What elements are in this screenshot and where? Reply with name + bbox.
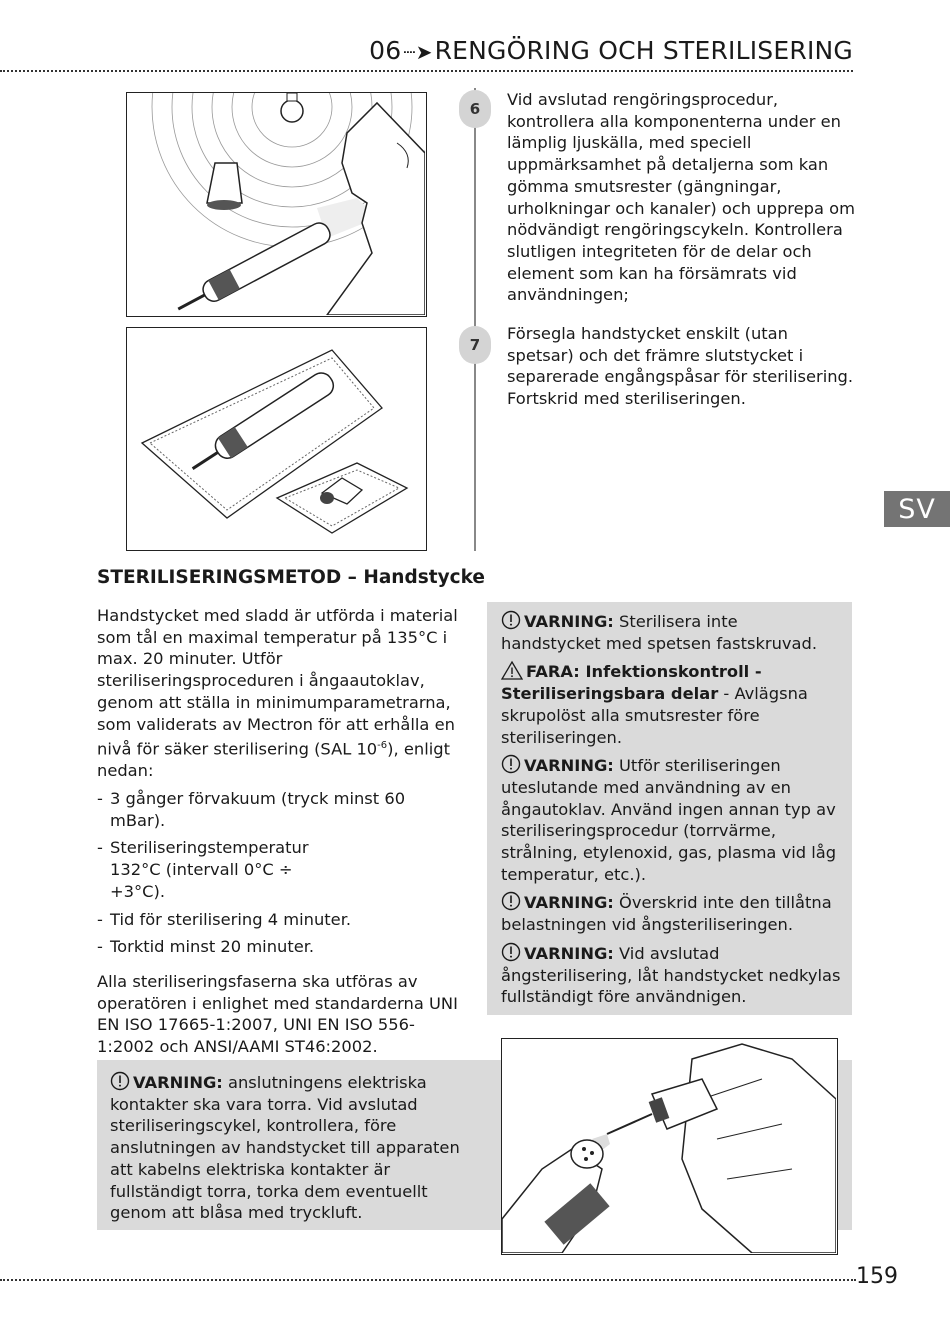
steps-divider bbox=[474, 88, 476, 551]
exclamation-circle-icon bbox=[501, 610, 521, 630]
language-tab: SV bbox=[884, 491, 950, 527]
exclamation-circle-icon bbox=[110, 1071, 130, 1091]
chapter-title: RENGÖRING OCH STERILISERING bbox=[434, 36, 853, 65]
page-title bbox=[369, 36, 853, 65]
illustration-sterilization-pouches bbox=[126, 327, 427, 551]
closing-paragraph: Alla steriliseringsfaserna ska utföras av operatören i enlighet med standarderna UNI EN ISO 17665-1:2007, UNI EN ISO 556-1:2002 och ANSI/AAMI ST46:2002. bbox=[97, 971, 458, 1057]
exclamation-circle-icon bbox=[501, 754, 521, 774]
chapter-number: 06 bbox=[369, 36, 402, 65]
step-badge-7: 7 bbox=[459, 326, 491, 364]
step-7-text: Försegla handstycket enskilt (utan spetsar) och det främre slutstycket i separerade engångspåsar för sterilisering. Fortskrid med steriliseringen. bbox=[507, 324, 854, 409]
step-6-text: Vid avslutad rengöringsprocedur, kontrollera alla komponenterna under en lämplig ljuskälla, med speciell uppmärksamhet på detaljerna som kan gömma smutsrester (gängningar, urholkningar och kanaler) och upprepa om nödvändigt rengöringscykeln. Kontrollera slutligen integriteten för de delar och element som kan ha försämrats vid användningen; bbox=[507, 90, 855, 305]
danger-1: FARA: Infektionskontroll - Steriliseringsbara delar - Avlägsna skrupolöst alla smutsrester före steriliseringen. bbox=[501, 662, 808, 747]
parameter-list bbox=[97, 788, 462, 958]
sal-exponent: -6 bbox=[377, 740, 388, 752]
warnings-box bbox=[487, 602, 852, 1015]
illustration-inspection bbox=[126, 92, 427, 317]
illustration-connector-drying bbox=[501, 1038, 838, 1255]
footer-divider bbox=[0, 1279, 856, 1281]
list-item: - Steriliseringstemperatur 132°C (intervall 0°C ÷ +3°C). bbox=[97, 838, 309, 901]
page-number: 159 bbox=[856, 1264, 898, 1289]
warning-1: VARNING: Sterilisera inte handstycket med spetsen fastskruvad. bbox=[501, 612, 818, 653]
list-item: - Tid för sterilisering 4 minuter. bbox=[97, 909, 352, 929]
section-heading: STERILISERINGSMETOD – Handstycke bbox=[97, 567, 485, 588]
warning-2: VARNING: Utför steriliseringen uteslutande med användning av en ångautoklav. Använd ingen annan typ av steriliseringsprocedur (torrvärme, strålning, etylenoxid, gas, plasma vid låg temperatur, etc.). bbox=[501, 756, 837, 884]
sterilization-method-text bbox=[97, 605, 462, 1058]
warning-3: VARNING: Överskrid inte den tillåtna belastningen vid ångsteriliseringen. bbox=[501, 893, 832, 935]
list-item: - 3 gånger förvakuum (tryck minst 60 mBar). bbox=[97, 789, 406, 830]
dotted-arrow-icon: ┈➤ bbox=[403, 40, 433, 64]
header-divider bbox=[0, 70, 853, 72]
warning-4: VARNING: Vid avslutad ångsterilisering, låt handstycket nedkylas fullständigt före användnigen. bbox=[501, 943, 841, 1007]
warning-triangle-icon bbox=[501, 660, 523, 680]
bottom-warning: VARNING: anslutningens elektriska kontakter ska vara torra. Vid avslutad steriliseringscykel, kontrollera, före anslutningen av handstycket till apparaten att kabelns elektriska kontakter är fullständigt torra, torka dem eventuellt genom att blåsa med tryckluft. bbox=[110, 1073, 460, 1223]
intro-paragraph: Handstycket med sladd är utförda i material som tål en maximal temperatur på 135°C i max. 20 minuter. Utför steriliseringsproceduren i ångaautoklav, genom att ställa in minimumparametrarna, som validerats av Mectron för att erhålla en nivå för säker sterilisering (SAL $10^{-6}$), enligt nedan: bbox=[97, 606, 458, 781]
exclamation-circle-icon bbox=[501, 891, 521, 911]
exclamation-circle-icon bbox=[501, 942, 521, 962]
list-item: - Torktid minst 20 minuter. bbox=[97, 937, 315, 957]
step-badge-6: 6 bbox=[459, 90, 491, 128]
